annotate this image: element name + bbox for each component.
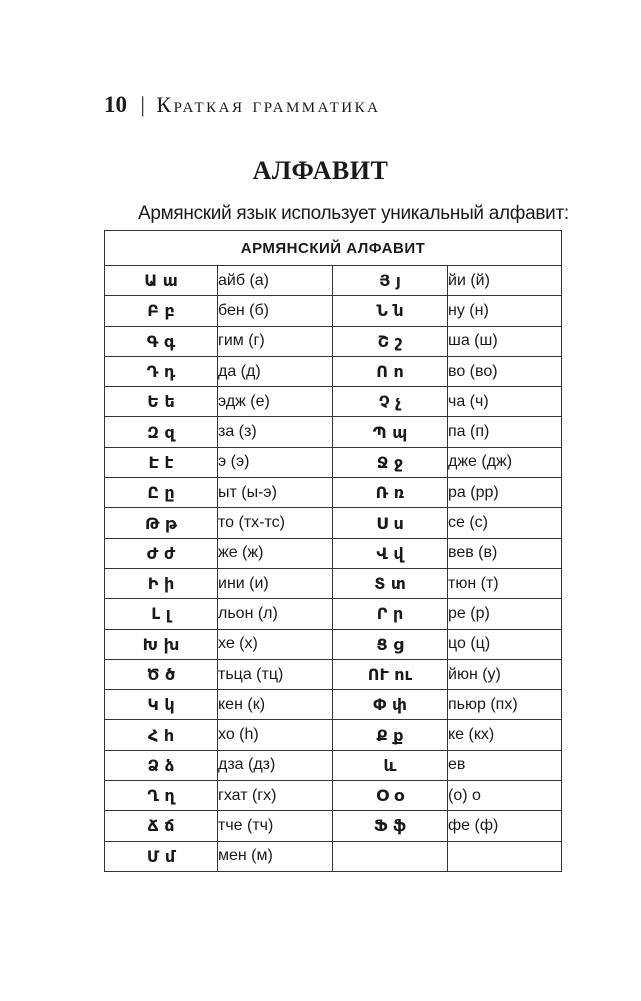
armenian-letter-cell: Խ խ [105, 629, 218, 659]
table-row [105, 841, 562, 871]
armenian-letter-cell: Չ չ [333, 387, 448, 417]
table-row [105, 447, 562, 477]
letter-name-cell: хе (х) [218, 629, 333, 659]
letter-name-cell: ев [448, 750, 562, 780]
letter-name-cell: ну (н) [448, 296, 562, 326]
armenian-letter-cell: Շ շ [333, 326, 448, 356]
table-row [105, 508, 562, 538]
armenian-letter-cell: և [333, 750, 448, 780]
table-row [105, 659, 562, 689]
letter-name-cell: ча (ч) [448, 387, 562, 417]
armenian-letter-cell: Ո ո [333, 356, 448, 386]
letter-name-cell: пьюр (пх) [448, 690, 562, 720]
armenian-letter-cell: Ն ն [333, 296, 448, 326]
armenian-letter-cell: Ժ ժ [105, 538, 218, 568]
armenian-letter-cell: Հ հ [105, 720, 218, 750]
table-row [105, 356, 562, 386]
letter-name-cell: то (тх-тс) [218, 508, 333, 538]
letter-name-cell: же (ж) [218, 538, 333, 568]
alphabet-table [104, 230, 562, 872]
armenian-letter-cell: Կ կ [105, 690, 218, 720]
table-row [105, 629, 562, 659]
armenian-letter-cell: Ի ի [105, 568, 218, 598]
letter-name-cell: ыт (ы-э) [218, 478, 333, 508]
table-row [105, 538, 562, 568]
armenian-letter-cell: Ճ ճ [105, 811, 218, 841]
letter-name-cell: ке (кх) [448, 720, 562, 750]
armenian-letter-cell: Մ մ [105, 841, 218, 871]
table-row [105, 326, 562, 356]
letter-name-cell: айб (а) [218, 266, 333, 296]
table-row [105, 478, 562, 508]
table-row [105, 750, 562, 780]
letter-name-cell: ре (р) [448, 599, 562, 629]
letter-name-cell: фе (ф) [448, 811, 562, 841]
armenian-letter-cell: Բ բ [105, 296, 218, 326]
table-row [105, 387, 562, 417]
armenian-letter-cell: Թ թ [105, 508, 218, 538]
table-row [105, 296, 562, 326]
armenian-letter-cell: Ը ը [105, 478, 218, 508]
armenian-letter-cell: Ր ր [333, 599, 448, 629]
section-title: Краткая грамматика [156, 92, 381, 117]
letter-name-cell: се (с) [448, 508, 562, 538]
letter-name-cell: ра (рр) [448, 478, 562, 508]
table-row [105, 720, 562, 750]
alphabet-table-body [105, 266, 562, 872]
page-number: 10 [104, 92, 127, 117]
armenian-letter-cell: Փ փ [333, 690, 448, 720]
letter-name-cell: дза (дз) [218, 750, 333, 780]
letter-name-cell: во (во) [448, 356, 562, 386]
letter-name-cell: йюн (у) [448, 659, 562, 689]
letter-name-cell: эдж (е) [218, 387, 333, 417]
armenian-letter-cell: Լ լ [105, 599, 218, 629]
letter-name-cell: (о) о [448, 781, 562, 811]
letter-name-cell: гхат (гх) [218, 781, 333, 811]
letter-name-cell: йи (й) [448, 266, 562, 296]
letter-name-cell: дже (дж) [448, 447, 562, 477]
letter-name-cell: хо (h) [218, 720, 333, 750]
page-heading: АЛФАВИТ [252, 156, 389, 185]
running-head [104, 92, 380, 118]
intro-text: Армянский язык использует уникальный алфавит: [138, 203, 569, 224]
armenian-letter-cell: Տ տ [333, 568, 448, 598]
armenian-letter-cell: Ե ե [105, 387, 218, 417]
armenian-letter-cell: Զ զ [105, 417, 218, 447]
header-separator: | [140, 92, 145, 117]
armenian-letter-cell: Է է [105, 447, 218, 477]
armenian-letter-cell: Վ վ [333, 538, 448, 568]
letter-name-cell: тьца (тц) [218, 659, 333, 689]
armenian-letter-cell: Ա ա [105, 266, 218, 296]
armenian-letter-cell [333, 841, 448, 871]
letter-name-cell: ша (ш) [448, 326, 562, 356]
letter-name-cell: цо (ц) [448, 629, 562, 659]
armenian-letter-cell: Յ յ [333, 266, 448, 296]
letter-name-cell: да (д) [218, 356, 333, 386]
letter-name-cell [448, 841, 562, 871]
letter-name-cell: кен (к) [218, 690, 333, 720]
letter-name-cell: па (п) [448, 417, 562, 447]
table-caption-row [105, 231, 562, 266]
armenian-letter-cell: Օ օ [333, 781, 448, 811]
armenian-letter-cell: Ց ց [333, 629, 448, 659]
letter-name-cell: гим (г) [218, 326, 333, 356]
armenian-letter-cell: Ղ ղ [105, 781, 218, 811]
armenian-letter-cell: Ձ ձ [105, 750, 218, 780]
letter-name-cell: тче (тч) [218, 811, 333, 841]
armenian-letter-cell: Պ պ [333, 417, 448, 447]
letter-name-cell: за (з) [218, 417, 333, 447]
letter-name-cell: э (э) [218, 447, 333, 477]
letter-name-cell: ини (и) [218, 568, 333, 598]
letter-name-cell: льон (л) [218, 599, 333, 629]
armenian-letter-cell: Դ դ [105, 356, 218, 386]
table-row [105, 690, 562, 720]
armenian-letter-cell: Ք ք [333, 720, 448, 750]
letter-name-cell: мен (м) [218, 841, 333, 871]
table-row [105, 568, 562, 598]
letter-name-cell: вев (в) [448, 538, 562, 568]
letter-name-cell: тюн (т) [448, 568, 562, 598]
armenian-letter-cell: Ծ ծ [105, 659, 218, 689]
armenian-letter-cell: Ռ ռ [333, 478, 448, 508]
table-row [105, 266, 562, 296]
armenian-letter-cell: Ջ ջ [333, 447, 448, 477]
armenian-letter-cell: Գ գ [105, 326, 218, 356]
table-row [105, 811, 562, 841]
table-row [105, 599, 562, 629]
table-row [105, 417, 562, 447]
letter-name-cell: бен (б) [218, 296, 333, 326]
armenian-letter-cell: Ֆ ֆ [333, 811, 448, 841]
table-caption: АРМЯНСКИЙ АЛФАВИТ [105, 231, 562, 266]
armenian-letter-cell: ՈՒ ու [333, 659, 448, 689]
armenian-letter-cell: Ս ս [333, 508, 448, 538]
table-row [105, 781, 562, 811]
